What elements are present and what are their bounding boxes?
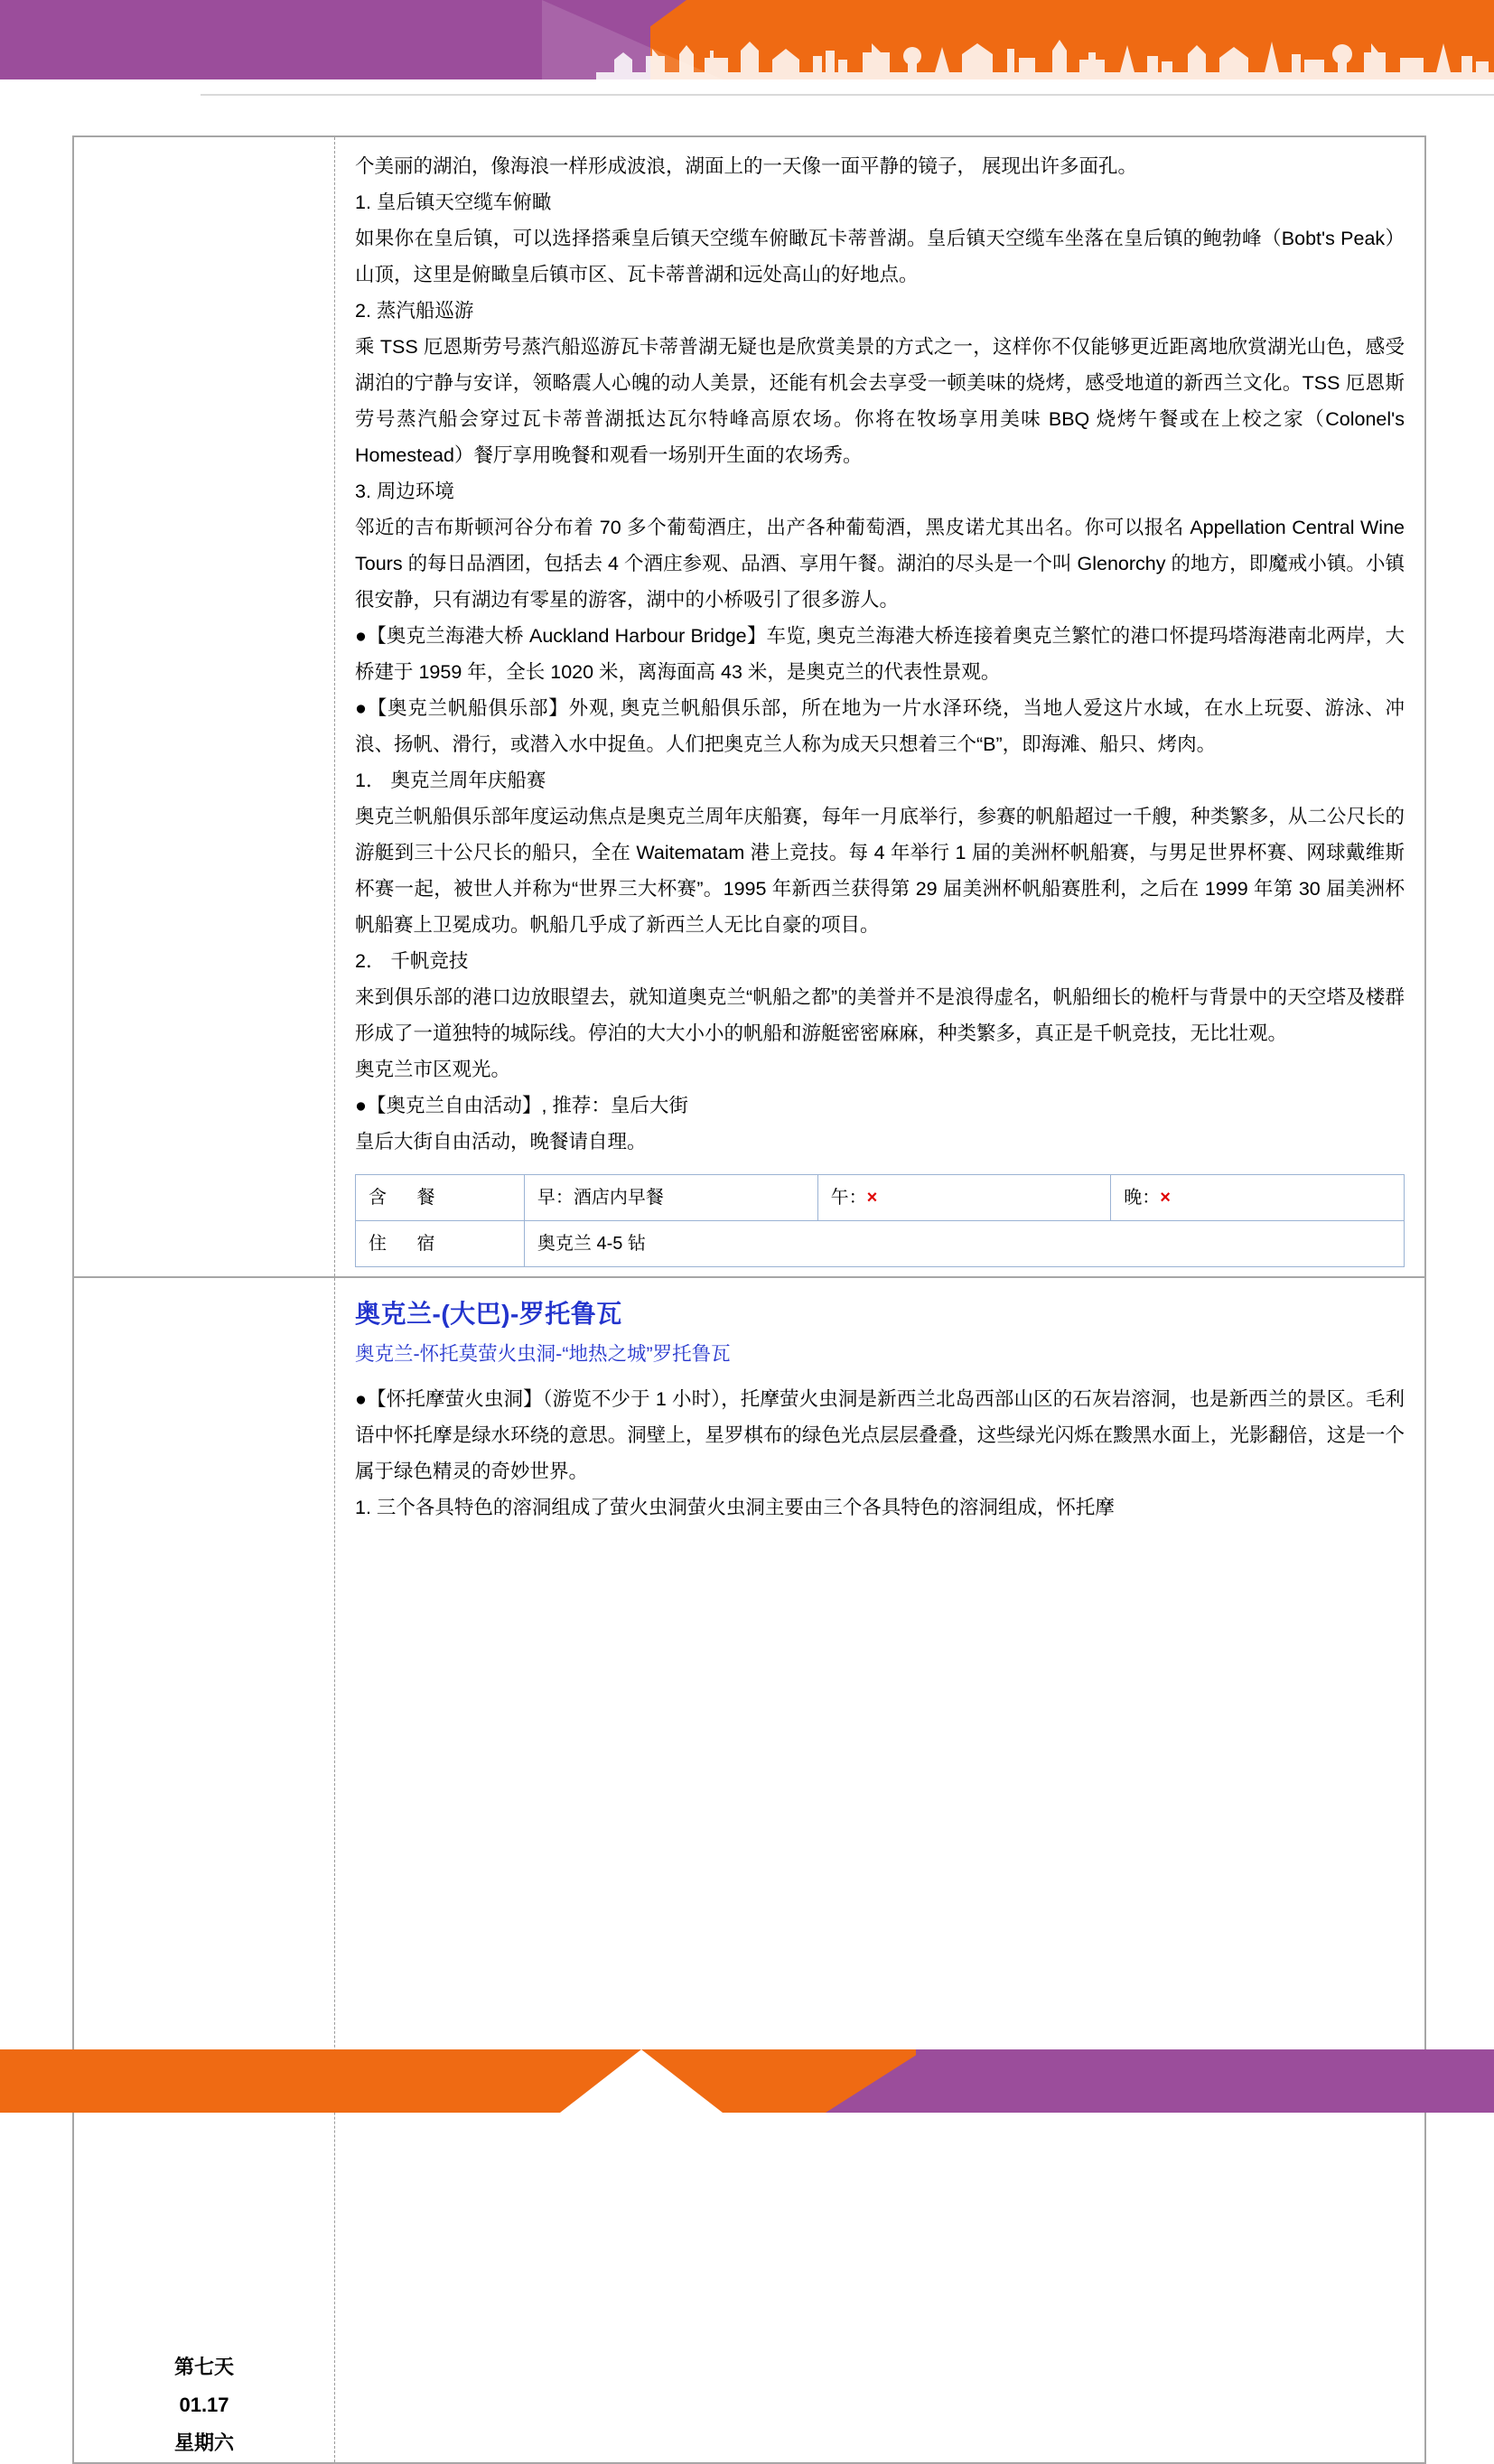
- paragraph: 如果你在皇后镇，可以选择搭乘皇后镇天空缆车俯瞰瓦卡蒂普湖。皇后镇天空缆车坐落在皇后镇的鲍勃峰（Bobt's Peak）山顶，这里是俯瞰皇后镇市区、瓦卡蒂普湖和远处高山的好地点。: [355, 228, 1405, 285]
- document-page: [72, 135, 1422, 2454]
- table-row-continued-day: [73, 136, 1425, 1277]
- paragraph: 奥克兰市区观光。: [355, 1059, 511, 1080]
- lunch-value: ×: [866, 1188, 878, 1208]
- date-stack: [74, 1278, 334, 2462]
- header-white-strip: [0, 79, 1494, 90]
- footer-white-notch: [560, 2049, 723, 2113]
- date-column-day-7: [73, 1277, 335, 2463]
- paragraph: 邻近的吉布斯顿河谷分布着 70 多个葡萄酒庄，出产各种葡萄酒，黑皮诺尤其出名。你可以报名 Appellation Central Wine Tours 的每日品酒团，包括去 4 个酒庄参观、品酒、享用午餐。湖泊的尽头是一个叫 Glenorchy 的地方，即魔戒小镇。小镇很安静，只有湖边有零星的游客，湖中的小桥吸引了很多游人。: [355, 517, 1405, 611]
- day-route: 奥克兰-怀托莫萤火虫洞-“地热之城”罗托鲁瓦: [355, 1343, 731, 1365]
- day-weekday: 星期六: [173, 2431, 234, 2454]
- paragraph: 1. 皇后镇天空缆车俯瞰: [355, 191, 552, 213]
- paragraph: 皇后大街自由活动，晚餐请自理。: [355, 1131, 647, 1153]
- day-7-body-text: [335, 1370, 1424, 1535]
- content-column-day-7: [335, 1277, 1426, 2463]
- dinner-label: 晚：: [1124, 1188, 1161, 1208]
- hotel-row: [356, 1221, 1405, 1267]
- paragraph: 2. 蒸汽船巡游: [355, 300, 474, 322]
- meal-row: [356, 1175, 1405, 1221]
- paragraph: 个美丽的湖泊，像海浪一样形成波浪，湖面上的一天像一面平静的镜子， 展现出许多面孔。: [355, 155, 1137, 177]
- page-header-banner: [0, 0, 1494, 90]
- paragraph: 奥克兰帆船俱乐部年度运动焦点是奥克兰周年庆船赛，每年一月底举行，参赛的帆船超过一千艘，种类繁多，从二公尺长的游艇到三十公尺长的船只，全在 Waitematam 港上竞技。每 4 年举行 1 届的美洲杯帆船赛，与男足世界杯赛、网球戴维斯杯赛一起，被世人并称为“世界三大杯赛”。1995 年新西兰获得第 29 届美洲杯帆船赛胜利，之后在 1999 年第 30 届美洲杯帆船赛上卫冕成功。帆船几乎成了新西兰人无比自豪的项目。: [355, 806, 1405, 936]
- meal-and-hotel-table: [355, 1174, 1405, 1267]
- page-footer-banner: [0, 2039, 1494, 2113]
- breakfast-cell: 早：酒店内早餐: [524, 1175, 817, 1221]
- paragraph: 1. 三个各具特色的溶洞组成了萤火虫洞萤火虫洞主要由三个各具特色的溶洞组成，怀托摩: [355, 1497, 1115, 1518]
- itinerary-table: [72, 135, 1426, 2464]
- lunch-label: 午：: [830, 1188, 867, 1208]
- continued-body-text: [335, 137, 1424, 1276]
- hotel-value-cell: 奥克兰 4-5 钻: [524, 1221, 1404, 1267]
- dinner-cell: [1111, 1175, 1405, 1221]
- paragraph: 来到俱乐部的港口边放眼望去，就知道奥克兰“帆船之都”的美誉并不是浪得虚名，帆船细长的桅杆与背景中的天空塔及楼群形成了一道独特的城际线。停泊的大大小小的帆船和游艇密密麻麻，种类繁多，真正是千帆竞技，无比壮观。: [355, 986, 1405, 1044]
- paragraph: ●【奥克兰海港大桥 Auckland Harbour Bridge】车览, 奥克兰海港大桥连接着奥克兰繁忙的港口怀提玛塔海港南北两岸，大桥建于 1959 年，全长 1020 米，离海面高 43 米，是奥克兰的代表性景观。: [355, 625, 1405, 683]
- paragraph: ●【怀托摩萤火虫洞】（游览不少于 1 小时），托摩萤火虫洞是新西兰北岛西部山区的石灰岩溶洞，也是新西兰的景区。毛利语中怀托摩是绿水环绕的意思。洞壁上，星罗棋布的绿色光点层层叠叠，这些绿光闪烁在黢黑水面上，光影翻倍，这是一个属于绿色精灵的奇妙世界。: [355, 1388, 1405, 1482]
- meal-row-label: 含 餐: [356, 1175, 525, 1221]
- day-title: 奥克兰-(大巴)-罗托鲁瓦: [355, 1300, 622, 1328]
- day-index: 第七天: [173, 2356, 234, 2378]
- dinner-value: ×: [1160, 1188, 1171, 1208]
- paragraph: 3. 周边环境: [355, 481, 454, 502]
- footer-purple-block: [916, 2049, 1494, 2113]
- table-row-day-7: [73, 1277, 1425, 2463]
- header-divider-rule: [201, 94, 1494, 96]
- date-column-empty: [73, 136, 335, 1277]
- paragraph: 1． 奥克兰周年庆船赛: [355, 770, 546, 791]
- day-date: 01.17: [179, 2394, 229, 2416]
- paragraph: 2． 千帆竞技: [355, 950, 469, 972]
- content-column-continued: [335, 136, 1426, 1277]
- hotel-row-label: 住 宿: [356, 1221, 525, 1267]
- paragraph: ●【奥克兰自由活动】, 推荐：皇后大街: [355, 1095, 688, 1116]
- city-skyline-icon: [596, 33, 1494, 79]
- paragraph: 乘 TSS 厄恩斯劳号蒸汽船巡游瓦卡蒂普湖无疑也是欣赏美景的方式之一，这样你不仅能够更近距离地欣赏湖光山色，感受湖泊的宁静与安详，领略震人心魄的动人美景，还能有机会去享受一顿美味的烧烤，感受地道的新西兰文化。TSS 厄恩斯劳号蒸汽船会穿过瓦卡蒂普湖抵达瓦尔特峰高原农场。你将在牧场享用美味 BBQ 烧烤午餐或在上校之家（Colonel's Homestead）餐厅享用晚餐和观看一场别开生面的农场秀。: [355, 336, 1405, 466]
- paragraph: ●【奥克兰帆船俱乐部】外观, 奥克兰帆船俱乐部，所在地为一片水泽环绕，当地人爱这片水域，在水上玩耍、游泳、冲浪、扬帆、滑行，或潜入水中捉鱼。人们把奥克兰人称为成天只想着三个“B”，即海滩、船只、烤肉。: [355, 697, 1405, 755]
- footer-purple-triangle: [826, 2049, 925, 2113]
- lunch-cell: [817, 1175, 1111, 1221]
